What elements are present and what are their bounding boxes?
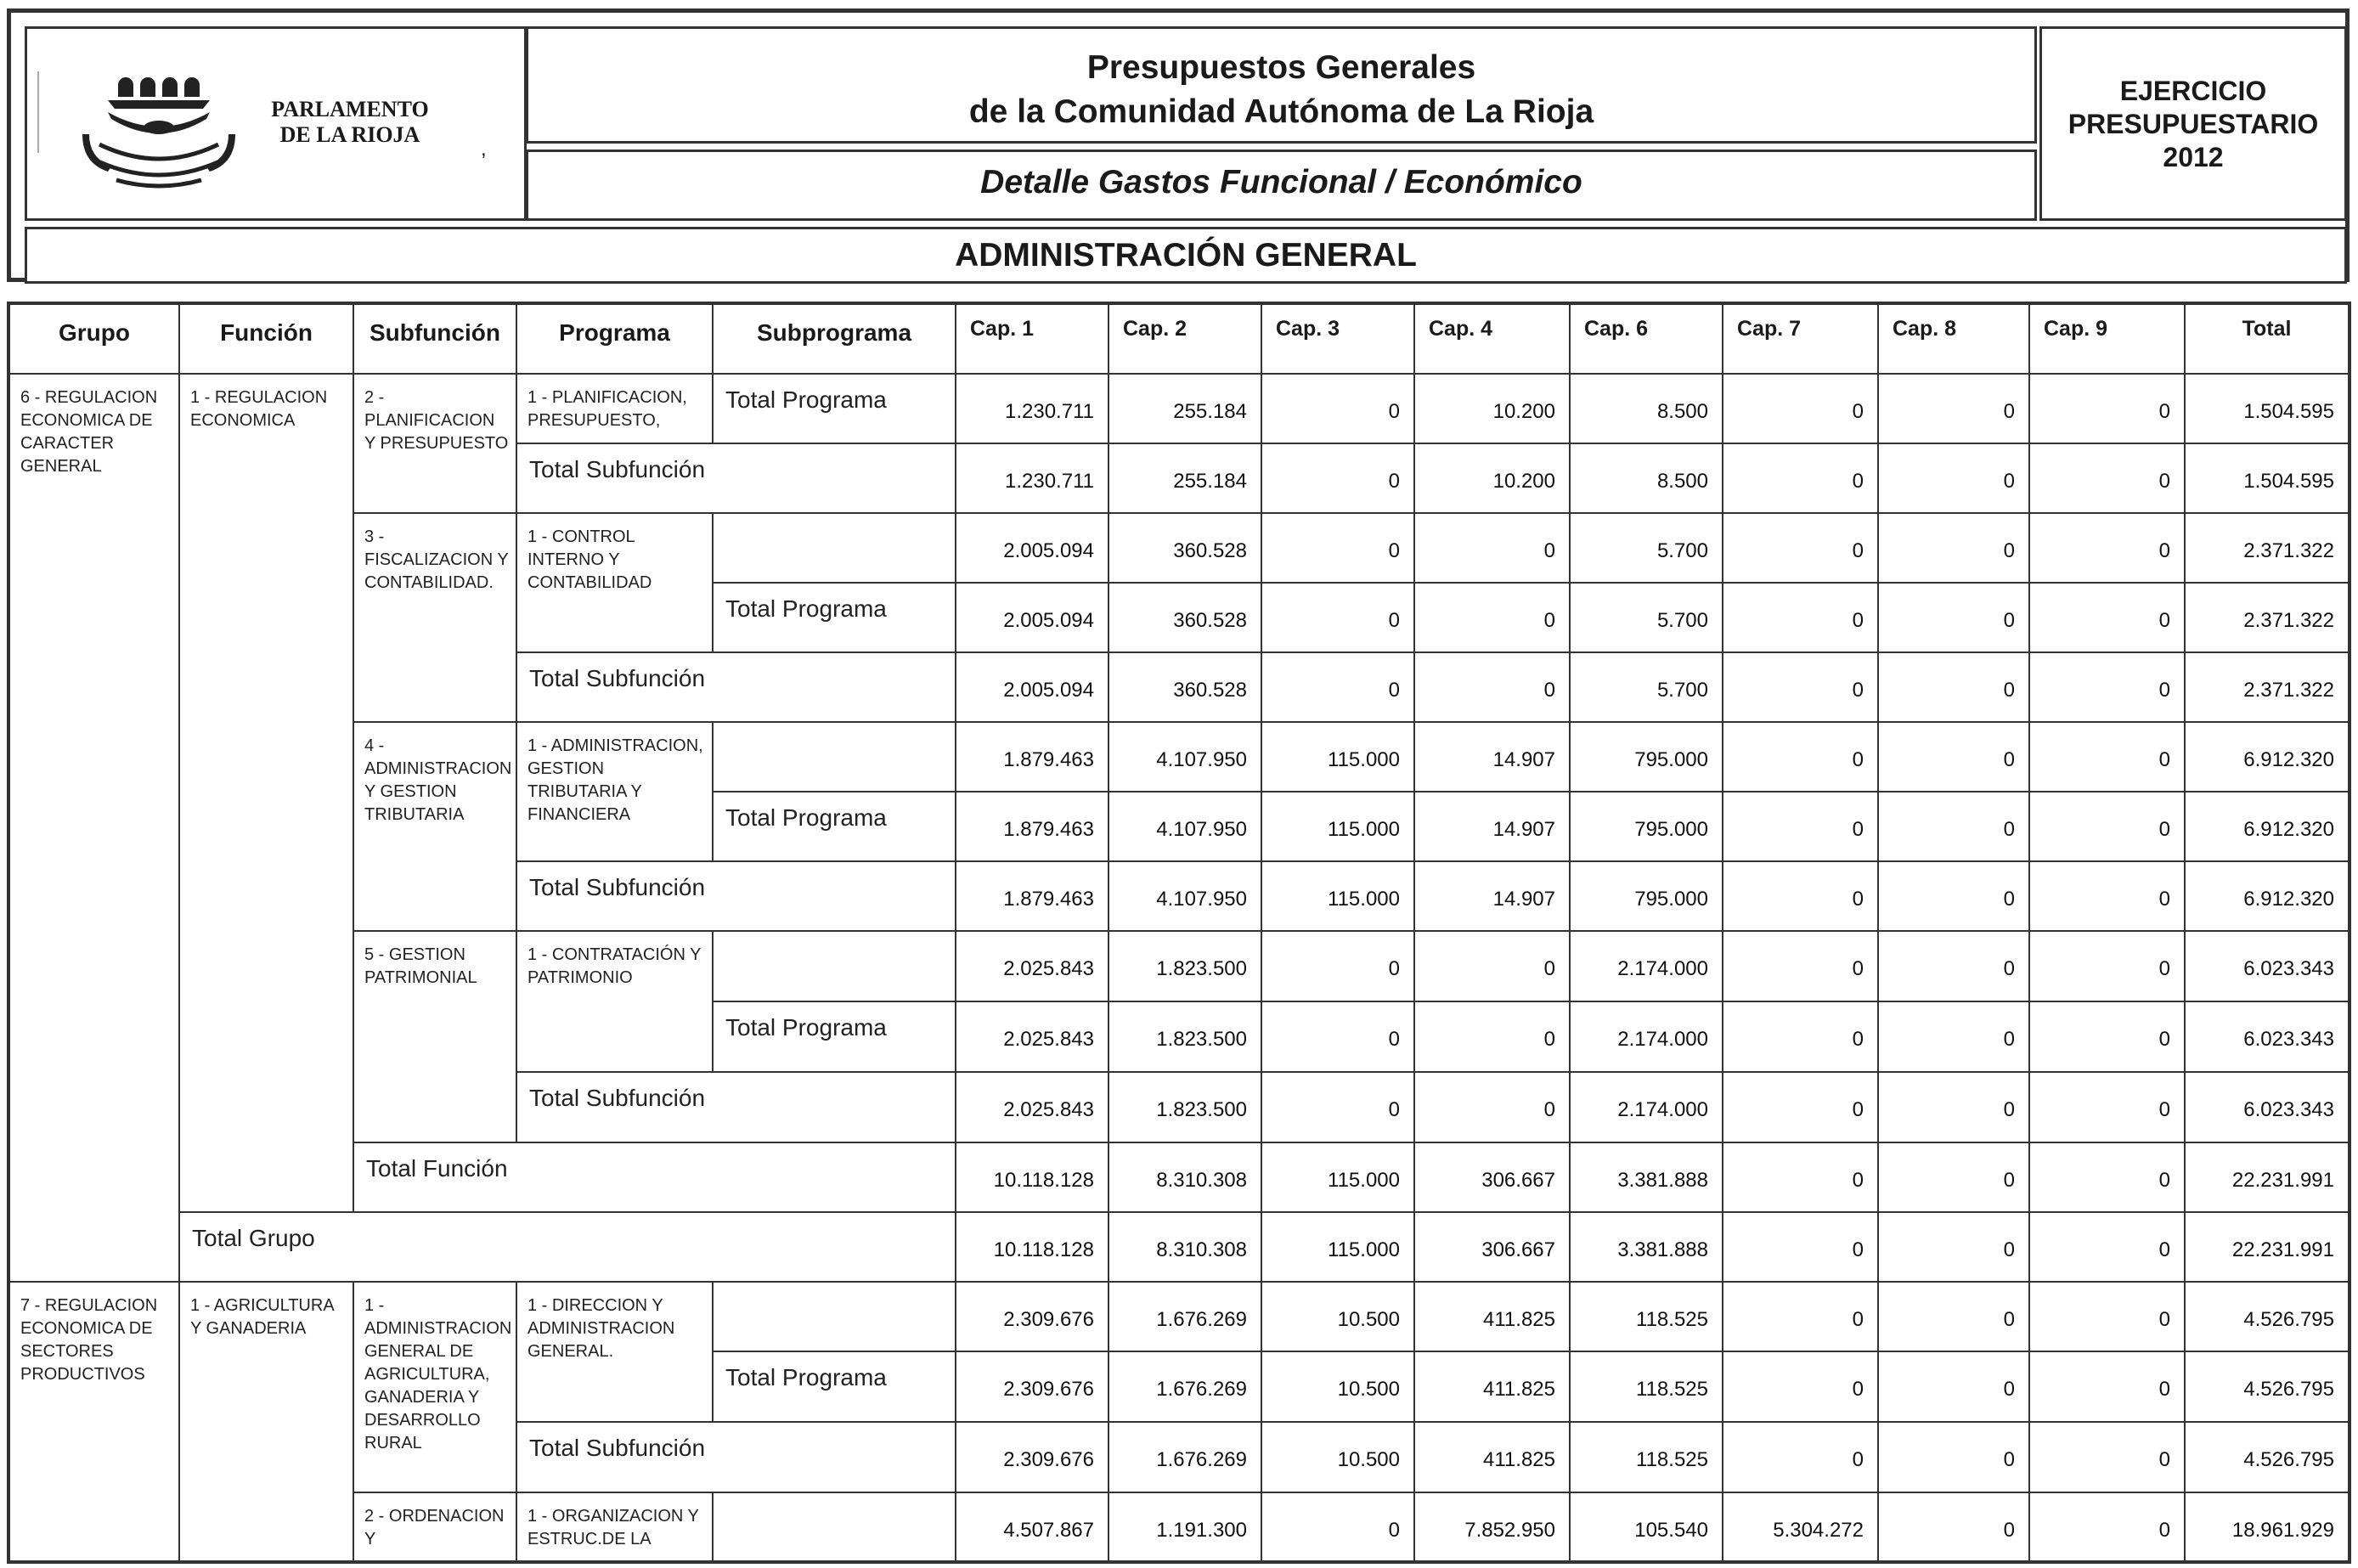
amount-cap4: 0: [1415, 514, 1571, 584]
amount-total: 2.371.322: [2186, 514, 2348, 584]
amount-cap3: 0: [1262, 514, 1415, 584]
column-header-grupo: Grupo: [10, 305, 180, 375]
amount-cap7: 0: [1723, 1283, 1879, 1352]
amount-cap4: 10.200: [1415, 375, 1571, 444]
amount-total: 6.912.320: [2186, 792, 2348, 862]
amount-cap4: 0: [1415, 932, 1571, 1002]
column-header-cap7: Cap. 7: [1723, 305, 1879, 375]
subfuncion-cell: 2 - PLANIFICACION Y PRESUPUESTO: [354, 375, 517, 514]
amount-cap3: 0: [1262, 1073, 1415, 1143]
amount-cap7: 0: [1723, 1002, 1879, 1073]
subfuncion-cell: 4 - ADMINISTRACION Y GESTION TRIBUTARIA: [354, 723, 517, 932]
programa-cell: 1 - CONTRATACIÓN Y PATRIMONIO: [517, 932, 714, 1073]
amount-cap2: 360.528: [1109, 584, 1262, 653]
parliament-logo-icon: [65, 63, 269, 190]
amount-cap8: 0: [1879, 1423, 2030, 1493]
fiscal-year-panel: [2039, 26, 2347, 221]
amount-cap2: 360.528: [1109, 514, 1262, 584]
funcion-cell: 1 - REGULACION ECONOMICA: [180, 375, 354, 1213]
fiscal-year-line-1: EJERCICIO: [2119, 76, 2267, 106]
amount-cap6: 118.525: [1571, 1423, 1723, 1493]
column-header-cap6: Cap. 6: [1571, 305, 1723, 375]
amount-cap6: 105.540: [1571, 1493, 1723, 1564]
subprograma-cell: [714, 1283, 956, 1352]
amount-cap8: 0: [1879, 1073, 2030, 1143]
amount-cap6: 8.500: [1571, 375, 1723, 444]
amount-cap7: 0: [1723, 1143, 1879, 1213]
amount-cap2: 1.823.500: [1109, 1002, 1262, 1073]
amount-cap1: 2.309.676: [956, 1283, 1109, 1352]
amount-cap4: 14.907: [1415, 862, 1571, 932]
amount-cap7: 0: [1723, 653, 1879, 723]
amount-cap3: 10.500: [1262, 1423, 1415, 1493]
amount-cap2: 1.823.500: [1109, 1073, 1262, 1143]
organization-name: PARLAMENTO DE LA RIOJA: [271, 97, 429, 147]
amount-cap3: 0: [1262, 1493, 1415, 1564]
total-subfuncion-label: Total Subfunción: [517, 444, 956, 514]
amount-cap1: 2.309.676: [956, 1423, 1109, 1493]
amount-cap6: 5.700: [1571, 514, 1723, 584]
column-header-subprograma: Subprograma: [714, 305, 956, 375]
amount-cap1: 2.309.676: [956, 1352, 1109, 1423]
amount-cap9: 0: [2030, 514, 2186, 584]
amount-cap3: 0: [1262, 444, 1415, 514]
grupo-cell: 7 - REGULACION ECONOMICA DE SECTORES PRODUCTIVOS: [10, 1283, 180, 1564]
column-header-cap4: Cap. 4: [1415, 305, 1571, 375]
amount-cap2: 4.107.950: [1109, 723, 1262, 792]
programa-cell: 1 - CONTROL INTERNO Y CONTABILIDAD: [517, 514, 714, 653]
budget-table: [7, 302, 2351, 1564]
amount-total: 6.912.320: [2186, 723, 2348, 792]
subprograma-cell: [714, 932, 956, 1002]
amount-cap1: 2.005.094: [956, 653, 1109, 723]
amount-cap4: 306.667: [1415, 1143, 1571, 1213]
amount-cap7: 0: [1723, 1213, 1879, 1283]
amount-cap7: 0: [1723, 723, 1879, 792]
amount-cap3: 0: [1262, 932, 1415, 1002]
amount-cap2: 255.184: [1109, 444, 1262, 514]
amount-total: 4.526.795: [2186, 1352, 2348, 1423]
amount-cap4: 411.825: [1415, 1352, 1571, 1423]
amount-cap3: 0: [1262, 1002, 1415, 1073]
amount-cap8: 0: [1879, 1213, 2030, 1283]
amount-cap3: 115.000: [1262, 792, 1415, 862]
amount-cap9: 0: [2030, 1493, 2186, 1564]
subfuncion-cell: 2 - ORDENACION Y: [354, 1493, 517, 1564]
amount-cap9: 0: [2030, 653, 2186, 723]
amount-total: 2.371.322: [2186, 584, 2348, 653]
amount-cap9: 0: [2030, 1002, 2186, 1073]
amount-cap6: 5.700: [1571, 584, 1723, 653]
amount-cap9: 0: [2030, 932, 2186, 1002]
amount-cap8: 0: [1879, 723, 2030, 792]
amount-cap6: 2.174.000: [1571, 932, 1723, 1002]
amount-cap4: 10.200: [1415, 444, 1571, 514]
amount-total: 18.961.929: [2231, 1519, 2334, 1542]
page-subtitle: Detalle Gastos Funcional / Económico: [980, 164, 1582, 200]
amount-cap2: 4.107.950: [1109, 862, 1262, 932]
amount-total: 6.912.320: [2186, 862, 2348, 932]
amount-cap2: 4.107.950: [1109, 792, 1262, 862]
amount-total: 1.504.595: [2186, 375, 2348, 444]
amount-cap9: 0: [2030, 862, 2186, 932]
amount-cap9: 0: [2030, 375, 2186, 444]
page-title: [528, 46, 2034, 134]
amount-cap4: 0: [1415, 1073, 1571, 1143]
amount-cap8: 0: [1879, 375, 2030, 444]
amount-cap6: 3.381.888: [1571, 1143, 1723, 1213]
amount-cap2: 1.823.500: [1109, 932, 1262, 1002]
column-header-funcion: Función: [180, 305, 354, 375]
column-header-programa: Programa: [517, 305, 714, 375]
amount-cap3: 0: [1262, 653, 1415, 723]
total-programa-label: Total Programa: [714, 375, 956, 444]
margin-mark: [37, 71, 39, 153]
amount-cap7: 0: [1723, 792, 1879, 862]
amount-cap1: 10.118.128: [956, 1143, 1109, 1213]
amount-cap4: 0: [1415, 653, 1571, 723]
total-subfuncion-label: Total Subfunción: [517, 1073, 956, 1143]
amount-cap8: 0: [1879, 1493, 2030, 1564]
amount-cap2: 1.676.269: [1109, 1283, 1262, 1352]
subprograma-cell: [714, 514, 956, 584]
report-header: [7, 8, 2350, 282]
programa-cell: 1 - DIRECCION Y ADMINISTRACION GENERAL.: [517, 1283, 714, 1423]
amount-cap7: 5.304.272: [1723, 1493, 1879, 1564]
grupo-cell: 6 - REGULACION ECONOMICA DE CARACTER GENERAL: [10, 375, 180, 1283]
column-header-subfuncion: Subfunción: [354, 305, 517, 375]
amount-cap2: 8.310.308: [1109, 1143, 1262, 1213]
column-header-total: Total: [2186, 305, 2348, 375]
amount-cap6: 795.000: [1571, 792, 1723, 862]
amount-cap8: 0: [1879, 792, 2030, 862]
logo-panel: [25, 26, 527, 221]
amount-cap6: 3.381.888: [1571, 1213, 1723, 1283]
amount-cap3: 115.000: [1262, 723, 1415, 792]
title-panel: [526, 26, 2037, 144]
amount-cap1: 1.230.711: [956, 375, 1109, 444]
column-header-cap1: Cap. 1: [956, 305, 1109, 375]
amount-cap9: 0: [2030, 1423, 2186, 1493]
subprograma-cell: [714, 1493, 956, 1564]
amount-cap9: 0: [2030, 444, 2186, 514]
amount-cap1: 1.230.711: [956, 444, 1109, 514]
fiscal-year: [2042, 75, 2344, 174]
amount-cap9: 0: [2030, 792, 2186, 862]
amount-cap2: 1.676.269: [1109, 1423, 1262, 1493]
amount-cap9: 0: [2030, 723, 2186, 792]
total-subfuncion-label: Total Subfunción: [517, 653, 956, 723]
amount-cap8: 0: [1879, 584, 2030, 653]
amount-cap2: 255.184: [1109, 375, 1262, 444]
amount-cap6: 5.700: [1571, 653, 1723, 723]
amount-cap3: 115.000: [1262, 862, 1415, 932]
amount-cap6: 795.000: [1571, 862, 1723, 932]
amount-cap1: 4.507.867: [956, 1493, 1109, 1564]
subprograma-cell: [714, 723, 956, 792]
amount-cap4: 411.825: [1415, 1423, 1571, 1493]
amount-total: 4.526.795: [2186, 1423, 2348, 1493]
amount-cap1: 10.118.128: [956, 1213, 1109, 1283]
amount-cap9: 0: [2030, 1213, 2186, 1283]
amount-cap1: 2.025.843: [956, 1073, 1109, 1143]
amount-cap4: 0: [1415, 1002, 1571, 1073]
amount-cap3: 115.000: [1262, 1213, 1415, 1283]
amount-cap3: 115.000: [1262, 1143, 1415, 1213]
amount-cap6: 795.000: [1571, 723, 1723, 792]
amount-total: 2.371.322: [2186, 653, 2348, 723]
column-header-cap2: Cap. 2: [1109, 305, 1262, 375]
column-header-cap3: Cap. 3: [1262, 305, 1415, 375]
amount-cap6: 2.174.000: [1571, 1073, 1723, 1143]
amount-cap3: 10.500: [1262, 1352, 1415, 1423]
amount-cap8: 0: [1879, 653, 2030, 723]
amount-total: 22.231.991: [2186, 1213, 2348, 1283]
amount-cap8: 0: [1879, 514, 2030, 584]
column-header-cap9: Cap. 9: [2030, 305, 2186, 375]
amount-cap8: 0: [1879, 1352, 2030, 1423]
amount-cap4: 14.907: [1415, 723, 1571, 792]
amount-cap4: 306.667: [1415, 1213, 1571, 1283]
amount-total: 1.504.595: [2186, 444, 2348, 514]
amount-cap7: 0: [1723, 584, 1879, 653]
total-grupo-label: Total Grupo: [180, 1213, 956, 1283]
subtitle-panel: [526, 149, 2037, 221]
amount-cap9: 0: [2030, 1352, 2186, 1423]
amount-cap8: 0: [1879, 1283, 2030, 1352]
amount-cap1: 2.005.094: [956, 514, 1109, 584]
title-line-2: de la Comunidad Autónoma de La Rioja: [968, 93, 1594, 130]
amount-cap7: 0: [1723, 444, 1879, 514]
programa-cell: 1 - PLANIFICACION, PRESUPUESTO,: [517, 375, 714, 444]
total-programa-label: Total Programa: [714, 1352, 956, 1423]
amount-total: 6.023.343: [2186, 1002, 2348, 1073]
subfuncion-cell: 5 - GESTION PATRIMONIAL: [354, 932, 517, 1143]
amount-cap6: 118.525: [1571, 1352, 1723, 1423]
amount-total: 4.526.795: [2186, 1283, 2348, 1352]
comma-mark: ,: [481, 138, 487, 161]
fiscal-year-value: 2012: [2163, 142, 2224, 172]
amount-cap1: 2.025.843: [956, 932, 1109, 1002]
amount-cap9: 0: [2030, 584, 2186, 653]
amount-cap1: 1.879.463: [956, 723, 1109, 792]
amount-cap2: 1.191.300: [1109, 1493, 1262, 1564]
amount-cap4: 0: [1415, 584, 1571, 653]
amount-total: 22.231.991: [2186, 1143, 2348, 1213]
total-programa-label: Total Programa: [714, 584, 956, 653]
amount-cap4: 7.852.950: [1415, 1493, 1571, 1564]
total-programa-label: Total Programa: [714, 792, 956, 862]
amount-cap8: 0: [1879, 932, 2030, 1002]
amount-cap2: 1.676.269: [1109, 1352, 1262, 1423]
amount-cap3: 0: [1262, 375, 1415, 444]
total-programa-label: Total Programa: [714, 1002, 956, 1073]
section-title: ADMINISTRACIÓN GENERAL: [955, 237, 1417, 274]
amount-cap7: 0: [1723, 1073, 1879, 1143]
funcion-cell: 1 - AGRICULTURA Y GANADERIA: [180, 1283, 354, 1564]
fiscal-year-line-2: PRESUPUESTARIO: [2067, 109, 2319, 139]
amount-total: 6.023.343: [2186, 1073, 2348, 1143]
programa-cell: 1 - ORGANIZACION Y ESTRUC.DE LA: [517, 1493, 714, 1564]
amount-cap9: 0: [2030, 1283, 2186, 1352]
amount-cap4: 14.907: [1415, 792, 1571, 862]
amount-cap1: 2.005.094: [956, 584, 1109, 653]
amount-cap6: 2.174.000: [1571, 1002, 1723, 1073]
subfuncion-cell: 3 - FISCALIZACION Y CONTABILIDAD.: [354, 514, 517, 723]
amount-cap8: 0: [1879, 1002, 2030, 1073]
programa-cell: 1 - ADMINISTRACION, GESTION TRIBUTARIA Y FINANCIERA: [517, 723, 714, 862]
amount-cap1: 1.879.463: [956, 862, 1109, 932]
amount-cap7: 0: [1723, 375, 1879, 444]
amount-cap7: 0: [1723, 1352, 1879, 1423]
amount-cap3: 10.500: [1262, 1283, 1415, 1352]
title-line-1: Presupuestos Generales: [1086, 49, 1476, 86]
amount-cap7: 0: [1723, 862, 1879, 932]
total-subfuncion-label: Total Subfunción: [517, 1423, 956, 1493]
amount-cap8: 0: [1879, 1143, 2030, 1213]
amount-cap4: 411.825: [1415, 1283, 1571, 1352]
subfuncion-cell: 1 - ADMINISTRACION GENERAL DE AGRICULTURA, GANADERIA Y DESARROLLO RURAL: [354, 1283, 517, 1493]
amount-cap6: 118.525: [1571, 1283, 1723, 1352]
total-subfuncion-label: Total Subfunción: [517, 862, 956, 932]
amount-cap7: 0: [1723, 1423, 1879, 1493]
amount-cap8: 0: [1879, 862, 2030, 932]
amount-cap2: 360.528: [1109, 653, 1262, 723]
amount-cap9: 0: [2030, 1143, 2186, 1213]
amount-cap2: 8.310.308: [1109, 1213, 1262, 1283]
total-funcion-label: Total Función: [354, 1143, 956, 1213]
amount-cap6: 8.500: [1571, 444, 1723, 514]
amount-cap3: 0: [1262, 584, 1415, 653]
amount-cap7: 0: [1723, 932, 1879, 1002]
amount-cap7: 0: [1723, 514, 1879, 584]
amount-total: 6.023.343: [2186, 932, 2348, 1002]
amount-cap9: 0: [2030, 1073, 2186, 1143]
section-panel: [25, 227, 2347, 284]
column-header-cap8: Cap. 8: [1879, 305, 2030, 375]
amount-cap1: 1.879.463: [956, 792, 1109, 862]
amount-cap8: 0: [1879, 444, 2030, 514]
amount-cap1: 2.025.843: [956, 1002, 1109, 1073]
